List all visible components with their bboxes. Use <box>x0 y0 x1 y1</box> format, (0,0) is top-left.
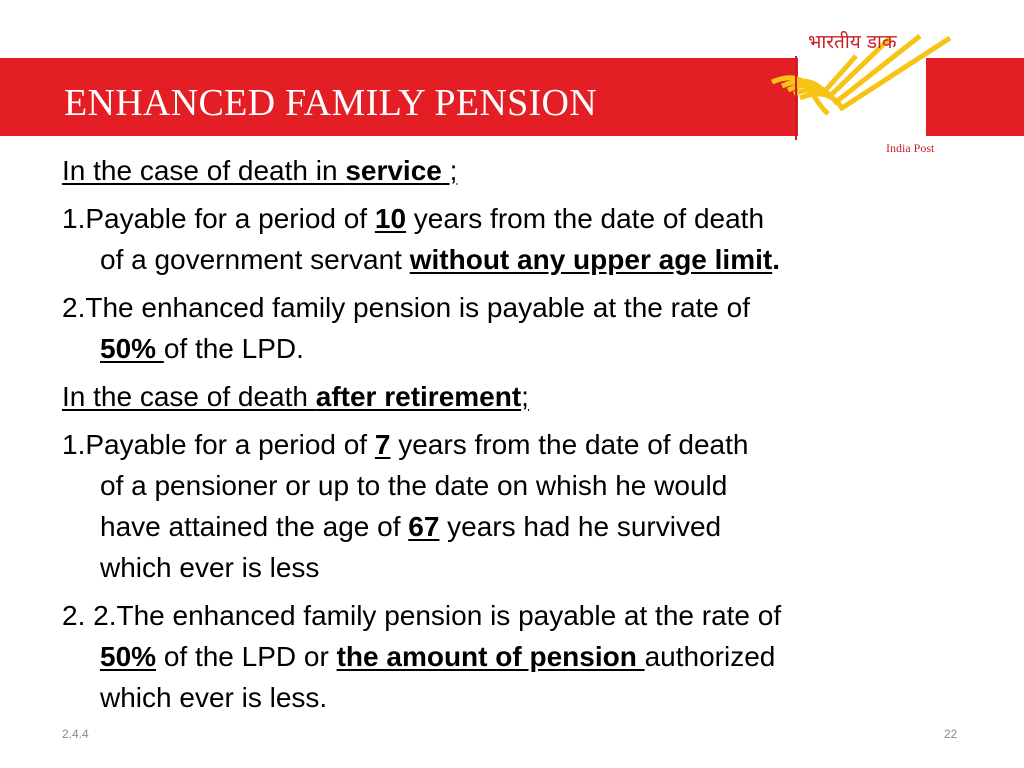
section-heading-retirement: In the case of death after retirement; <box>62 381 529 412</box>
service-point-2: 2.The enhanced family pension is payable at the rate of 50% of the LPD. <box>62 292 750 364</box>
logo-english-text: India Post <box>886 141 935 155</box>
slide-title: ENHANCED FAMILY PENSION <box>64 82 597 124</box>
service-point-1: 1.Payable for a period of 10 years from the date of death of a government servant without any upper age limit. <box>62 203 780 275</box>
section-heading-service: In the case of death in service ; <box>62 155 458 186</box>
slide-body <box>62 150 962 718</box>
retirement-point-1: 1.Payable for a period of 7 years from the date of death of a pensioner or up to the date on whish he would have attained the age of 67 years had he survived which ever is less <box>62 429 749 583</box>
retirement-point-2: 2. 2.The enhanced family pension is payable at the rate of 50% of the LPD or the amount of pension authorized which ever is less. <box>62 600 782 713</box>
footer-date: 2.4.4 <box>62 727 89 741</box>
logo-hindi-text: भारतीय डाक <box>808 31 897 53</box>
page-number: 22 <box>944 727 958 741</box>
